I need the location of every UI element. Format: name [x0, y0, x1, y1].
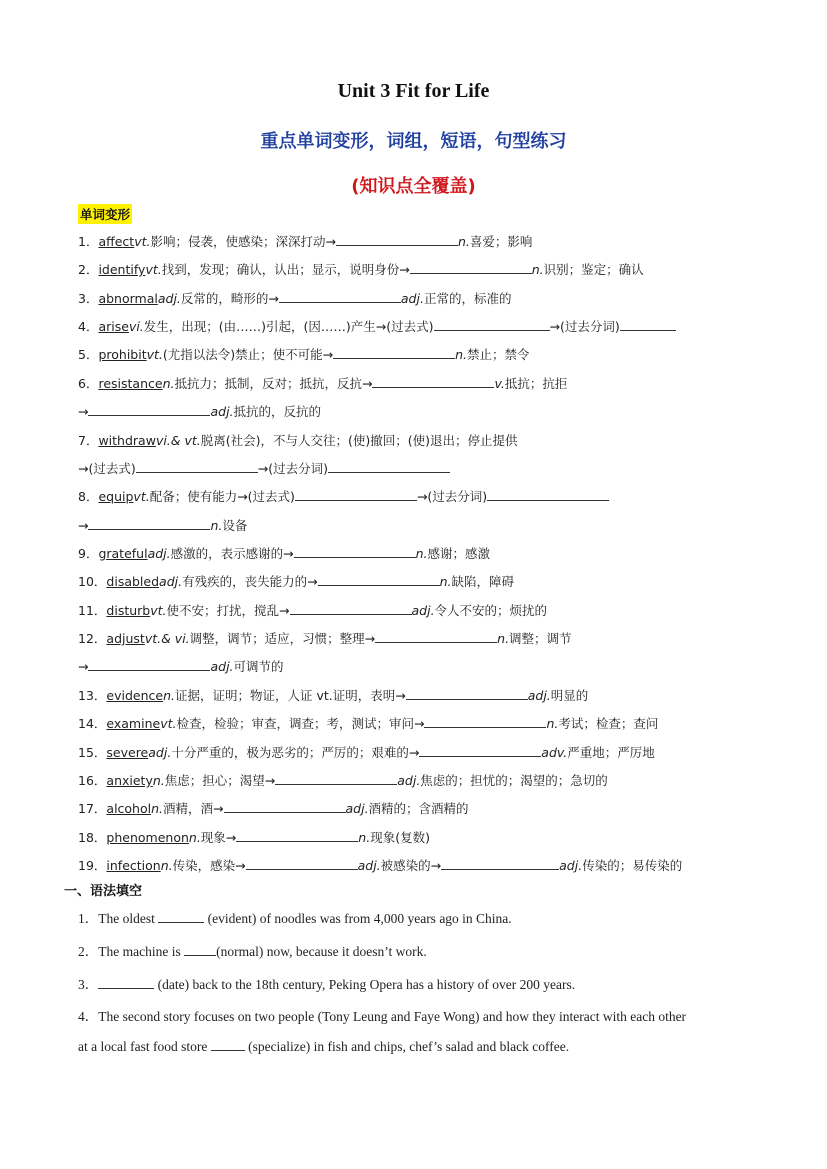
target-meaning: →(过去分词) [257, 461, 328, 476]
target-pos: n. [415, 546, 428, 561]
item-number: 5． [78, 347, 99, 362]
vocab-item [78, 602, 758, 620]
vocab-item [78, 829, 758, 847]
target-pos: n. [546, 716, 559, 731]
vocab-item [78, 800, 758, 818]
answer-blank[interactable] [224, 800, 346, 813]
target-meaning: 考试；检查；查问 [558, 716, 659, 731]
grammar-item [78, 973, 575, 993]
target-meaning: 酒精的；含酒精的 [368, 801, 469, 816]
answer-blank[interactable] [294, 545, 416, 558]
item-number: 3． [78, 291, 99, 306]
answer-blank[interactable] [410, 261, 532, 274]
vocab-item [78, 318, 758, 336]
vocab-item [78, 715, 758, 733]
item-number: 2． [78, 262, 99, 277]
definition: 使不安；打扰，搅乱→ [166, 603, 290, 618]
answer-blank[interactable] [184, 943, 216, 956]
target-meaning: 焦虑的；担忧的；渴望的；急切的 [420, 773, 608, 788]
answer-blank[interactable] [236, 829, 358, 842]
sentence-end: (date) back to the 18th century, Peking Opera has a history of over 200 years. [157, 977, 576, 992]
part-of-speech: n. [160, 858, 173, 873]
target-meaning: 现象(复数) [370, 830, 430, 845]
target-meaning: 喜爱；影响 [469, 234, 533, 249]
headword: identify [98, 262, 146, 277]
part-of-speech: adj. [159, 574, 183, 589]
target-meaning: 令人不安的；烦扰的 [434, 603, 548, 618]
headword: phenomenon [106, 830, 189, 845]
target-meaning: 调整；调节 [509, 631, 572, 646]
headword: disturb [106, 603, 151, 618]
definition: 配备；使有能力→(过去式) [149, 489, 295, 504]
definition: 找到，发现；确认，认出；显示，说明身份→ [161, 262, 410, 277]
headword: infection [106, 858, 161, 873]
part-of-speech: vt. [160, 716, 177, 731]
item-number: 12． [78, 631, 107, 646]
item-number: 17． [78, 801, 107, 816]
answer-blank[interactable] [98, 976, 154, 989]
definition: 现象→ [200, 830, 237, 845]
target-meaning: →(过去分词) [416, 489, 488, 504]
target-meaning: 明显的 [550, 688, 589, 703]
arrow-prefix: → [78, 404, 89, 419]
headword: withdraw [98, 433, 156, 448]
sentence-end: (specialize) in fish and chips, chef’s salad and black coffee. [248, 1039, 570, 1054]
answer-blank[interactable] [158, 910, 204, 923]
answer-blank[interactable] [136, 460, 258, 473]
definition: 有残疾的，丧失能力的→ [182, 574, 318, 589]
item-number: 10． [78, 574, 107, 589]
coverage-note: (知识点全覆盖) [351, 176, 476, 197]
headword: resistance [98, 376, 163, 391]
vocab-item-continued [78, 460, 758, 478]
target-pos: n. [358, 830, 371, 845]
answer-blank[interactable] [419, 744, 541, 757]
part-of-speech: vt. [134, 234, 151, 249]
arrow-prefix: →(过去式) [78, 461, 136, 476]
answer-blank[interactable] [328, 460, 450, 473]
vocab-item-continued [78, 658, 758, 676]
vocab-item [78, 261, 758, 279]
definition: 脱离(社会)，不与人交往；(使)撤回；(使)退出；停止提供 [200, 433, 518, 448]
target-pos: adj. [397, 773, 421, 788]
page-subtitle: 重点单词变形，词组，短语，句型练习 [260, 131, 567, 152]
target-meaning: 正常的，标准的 [423, 291, 512, 306]
definition: 酒精，酒→ [163, 801, 224, 816]
sentence-start: 3． [78, 977, 99, 992]
definition: 感激的，表示感谢的→ [170, 546, 294, 561]
headword: arise [98, 319, 129, 334]
target-pos: adj. [400, 291, 424, 306]
part-of-speech: adj. [148, 745, 172, 760]
definition: 调整，调节；适应，习惯；整理→ [189, 631, 376, 646]
item-number: 11． [78, 603, 107, 618]
target-pos: adj. [559, 858, 583, 873]
vocab-item [78, 630, 758, 648]
target-pos: n. [497, 631, 510, 646]
target-pos: adj. [210, 404, 234, 419]
definition: 反常的，畸形的→ [180, 291, 279, 306]
headword: grateful [98, 546, 148, 561]
headword: anxiety [106, 773, 153, 788]
answer-blank[interactable] [246, 857, 358, 870]
part-of-speech: n. [162, 376, 175, 391]
target-meaning: 抵抗的，反抗的 [233, 404, 322, 419]
target-pos: n. [457, 234, 470, 249]
item-number: 16． [78, 773, 107, 788]
sentence-end: (normal) now, because it doesn’t work. [216, 944, 427, 959]
target-pos: n. [439, 574, 452, 589]
definition: 发生，出现；(由……)引起，(因……)产生→(过去式) [143, 319, 434, 334]
section-word-forms-label: 单词变形 [78, 204, 132, 224]
part-of-speech: vt. [133, 489, 150, 504]
target-pos: adj. [345, 801, 369, 816]
item-number: 14． [78, 716, 107, 731]
target-pos: adj. [357, 858, 381, 873]
sentence-text: 4．The second story focuses on two people (Tony Leung and Faye Wong) and how they interact with each other [78, 1009, 687, 1024]
definition: 证据，证明；物证，人证 vt.证明，表明→ [174, 688, 406, 703]
page-title: Unit 3 Fit for Life [337, 80, 490, 102]
headword: prohibit [98, 347, 147, 362]
answer-blank[interactable] [487, 488, 609, 501]
answer-blank[interactable] [211, 1038, 245, 1051]
answer-blank[interactable] [406, 687, 528, 700]
headword: alcohol [106, 801, 152, 816]
vocab-item [78, 233, 758, 251]
sentence-end: (evident) of noodles was from 4,000 years ago in China. [207, 911, 512, 926]
target-pos: n. [210, 518, 223, 533]
target-pos: adj. [210, 659, 234, 674]
definition: 焦虑；担心；渴望→ [164, 773, 276, 788]
vocab-item [78, 375, 758, 393]
target-meaning: 严重地；严厉地 [567, 745, 655, 760]
item-number: 1． [78, 234, 99, 249]
sentence-start: at a local fast food store [78, 1039, 208, 1054]
sentence-start: 1．The oldest [78, 911, 155, 926]
grammar-item [78, 1005, 686, 1025]
item-number: 9． [78, 546, 99, 561]
item-number: 6． [78, 376, 99, 391]
target-meaning: 可调节的 [233, 659, 284, 674]
definition: 影响；侵袭，使感染；深深打动→ [150, 234, 336, 249]
definition: 检查，检验；审查，调查；考，测试；审问→ [176, 716, 425, 731]
answer-blank[interactable] [275, 772, 397, 785]
part-of-speech: vi. [128, 319, 144, 334]
target-meaning: →(过去分词) [549, 319, 620, 334]
headword: affect [98, 234, 135, 249]
headword: adjust [106, 631, 145, 646]
item-number: 18． [78, 830, 107, 845]
item-number: 4． [78, 319, 99, 334]
headword: equip [98, 489, 134, 504]
answer-blank[interactable] [336, 233, 458, 246]
vocab-item [78, 744, 758, 762]
answer-blank[interactable] [333, 346, 455, 359]
answer-blank[interactable] [375, 630, 497, 643]
answer-blank[interactable] [372, 375, 494, 388]
target-pos: adv. [541, 745, 568, 760]
part-of-speech: n. [188, 830, 201, 845]
target-meaning: 设备 [222, 518, 248, 533]
target-pos: n. [455, 347, 468, 362]
target-meaning: 禁止；禁令 [467, 347, 530, 362]
part-of-speech: vi.& vt. [155, 433, 201, 448]
vocab-item-continued [78, 403, 758, 421]
answer-blank[interactable] [434, 318, 550, 331]
answer-blank[interactable] [295, 488, 417, 501]
part-of-speech: n. [152, 773, 165, 788]
target-pos: adj. [411, 603, 435, 618]
vocab-item [78, 687, 758, 705]
part-of-speech: vt. [145, 262, 162, 277]
answer-blank[interactable] [424, 715, 546, 728]
item-number: 19． [78, 858, 107, 873]
item-number: 8． [78, 489, 99, 504]
item-number: 13． [78, 688, 107, 703]
grammar-item [78, 940, 427, 960]
target-meaning: 被感染的→ [380, 858, 442, 873]
answer-blank[interactable] [441, 857, 559, 870]
arrow-prefix: → [78, 518, 89, 533]
sentence-start: 2．The machine is [78, 944, 181, 959]
answer-blank[interactable] [290, 602, 412, 615]
target-meaning: 缺陷，障碍 [451, 574, 514, 589]
target-meaning: 感谢；感激 [427, 546, 491, 561]
definition: 传染，感染→ [172, 858, 246, 873]
definition: (尤指以法令)禁止；使不可能→ [162, 347, 334, 362]
grammar-item-continued [78, 1038, 569, 1055]
answer-blank[interactable] [88, 517, 210, 530]
definition: 抵抗力；抵制，反对；抵抗，反抗→ [174, 376, 373, 391]
section-grammar-label: 一、语法填空 [64, 884, 143, 899]
target-pos: adj. [527, 688, 551, 703]
answer-blank[interactable] [620, 318, 676, 331]
definition: 十分严重的，极为恶劣的；严厉的；艰难的→ [171, 745, 420, 760]
headword: abnormal [98, 291, 158, 306]
part-of-speech: n. [151, 801, 164, 816]
headword: evidence [106, 688, 164, 703]
part-of-speech: adj. [157, 291, 181, 306]
headword: examine [106, 716, 161, 731]
vocab-item [78, 488, 758, 506]
grammar-item [78, 907, 512, 927]
headword: disabled [106, 574, 160, 589]
vocab-item [78, 772, 758, 790]
vocab-item-continued [78, 517, 758, 535]
vocab-item [78, 432, 758, 450]
part-of-speech: adj. [147, 546, 171, 561]
vocab-item [78, 573, 758, 591]
target-meaning: 传染的；易传染的 [582, 858, 683, 873]
target-pos: v. [494, 376, 505, 391]
vocab-item [78, 545, 758, 563]
arrow-prefix: → [78, 659, 89, 674]
headword: severe [106, 745, 149, 760]
part-of-speech: vt. [150, 603, 167, 618]
target-meaning: 抵抗；抗拒 [504, 376, 568, 391]
part-of-speech: vt.& vi. [144, 631, 190, 646]
part-of-speech: n. [163, 688, 175, 703]
vocab-item [78, 290, 758, 308]
answer-blank[interactable] [279, 290, 401, 303]
part-of-speech: vt. [146, 347, 163, 362]
answer-blank[interactable] [88, 403, 210, 416]
answer-blank[interactable] [88, 658, 210, 671]
item-number: 7． [78, 433, 99, 448]
vocab-item [78, 346, 758, 364]
vocab-item [78, 857, 758, 875]
target-pos: n. [531, 262, 544, 277]
target-meaning: 识别；鉴定；确认 [543, 262, 644, 277]
item-number: 15． [78, 745, 107, 760]
answer-blank[interactable] [318, 573, 440, 586]
